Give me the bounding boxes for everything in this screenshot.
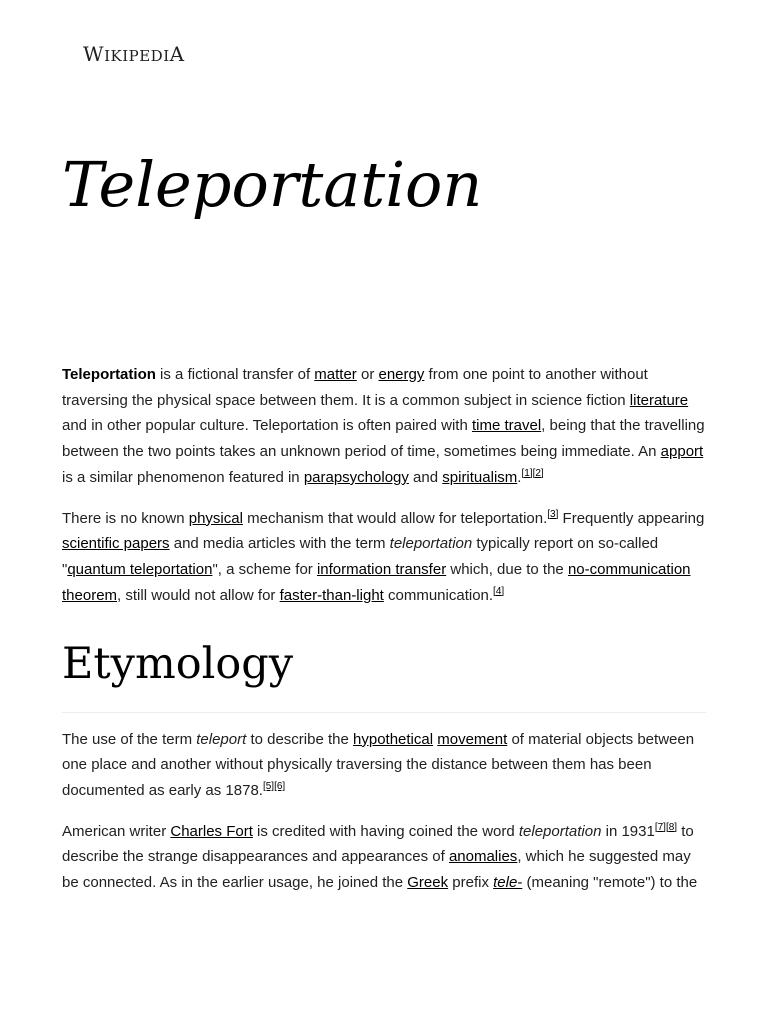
link-quantum-teleportation[interactable]: quantum teleportation bbox=[67, 560, 213, 578]
ref-6[interactable]: [6] bbox=[274, 781, 286, 793]
link-apport[interactable]: apport bbox=[660, 443, 704, 461]
link-greek[interactable]: Greek bbox=[407, 874, 449, 892]
ref-4[interactable]: [4] bbox=[493, 585, 505, 597]
ref-2[interactable]: [2] bbox=[532, 467, 544, 479]
article-body bbox=[62, 362, 706, 911]
link-faster-than-light[interactable]: faster-than-light bbox=[279, 586, 384, 604]
link-information-transfer[interactable]: information transfer bbox=[316, 560, 447, 578]
site-header bbox=[83, 42, 185, 66]
page-title: Teleportation bbox=[62, 148, 483, 221]
ref-7[interactable]: [7] bbox=[654, 821, 666, 833]
ref-1[interactable]: [1] bbox=[521, 467, 533, 479]
wikipedia-wordmark[interactable]: WIKIPEDIA bbox=[83, 42, 185, 66]
bold-term: Teleportation bbox=[62, 366, 156, 383]
ref-3[interactable]: [3] bbox=[547, 508, 559, 520]
etymology-paragraph-2: American writer Charles Fort is credited with having coined the word teleportation in 1931[7][8] to describe the strange disappearances and appearances of anomalies, which he suggested may be connected. As in the earlier usage, he joined the Greek prefix tele- (meaning "remote") to the bbox=[62, 821, 698, 892]
etymology-paragraph-1: The use of the term teleport to describe the hypothetical movement of material objects between one place and another without physically traversing the distance between them has been documented as early as 1878.[5][6] bbox=[62, 730, 695, 800]
ref-8[interactable]: [8] bbox=[665, 821, 678, 833]
link-scientific-papers[interactable]: scientific papers bbox=[62, 535, 170, 553]
link-anomalies[interactable]: anomalies bbox=[448, 848, 518, 866]
ref-5[interactable]: [5] bbox=[262, 781, 275, 793]
link-no-communication-theorem[interactable]: no-communication theorem bbox=[62, 560, 691, 604]
link-physical[interactable]: physical bbox=[188, 509, 243, 527]
link-matter[interactable]: matter bbox=[314, 366, 357, 383]
link-hypothetical[interactable]: hypothetical bbox=[353, 730, 434, 748]
intro-paragraph-2: There is no known physical mechanism that would allow for teleportation.[3] Frequently appearing scientific papers and media articles with the term teleportation typically report on so-called "quantum teleportation", a scheme for information transfer which, due to the no-communication theorem, still would not allow for faster-than-light communication.[4] bbox=[62, 508, 705, 604]
link-parapsychology[interactable]: parapsychology bbox=[303, 468, 409, 486]
link-tele-prefix[interactable]: tele- bbox=[493, 874, 523, 892]
link-spiritualism[interactable]: spiritualism bbox=[442, 468, 518, 486]
link-charles-fort[interactable]: Charles Fort bbox=[170, 822, 253, 840]
link-movement[interactable]: movement bbox=[437, 730, 508, 748]
section-heading-etymology: Etymology bbox=[62, 641, 706, 712]
link-time-travel[interactable]: time travel bbox=[471, 417, 542, 435]
intro-paragraph-1: Teleportation is a fictional transfer of matter or energy from one point to another without traversing the physical space between them. It is a common subject in science fiction literature and in other popular culture. Teleportation is often paired with time travel, being that the travelling between the two points takes an unknown period of time, sometimes being immediate. An apport is a similar phenomenon featured in parapsychology and spiritualism.[1][2] bbox=[62, 366, 705, 486]
link-energy[interactable]: energy bbox=[378, 366, 425, 383]
link-literature[interactable]: literature bbox=[629, 391, 689, 409]
